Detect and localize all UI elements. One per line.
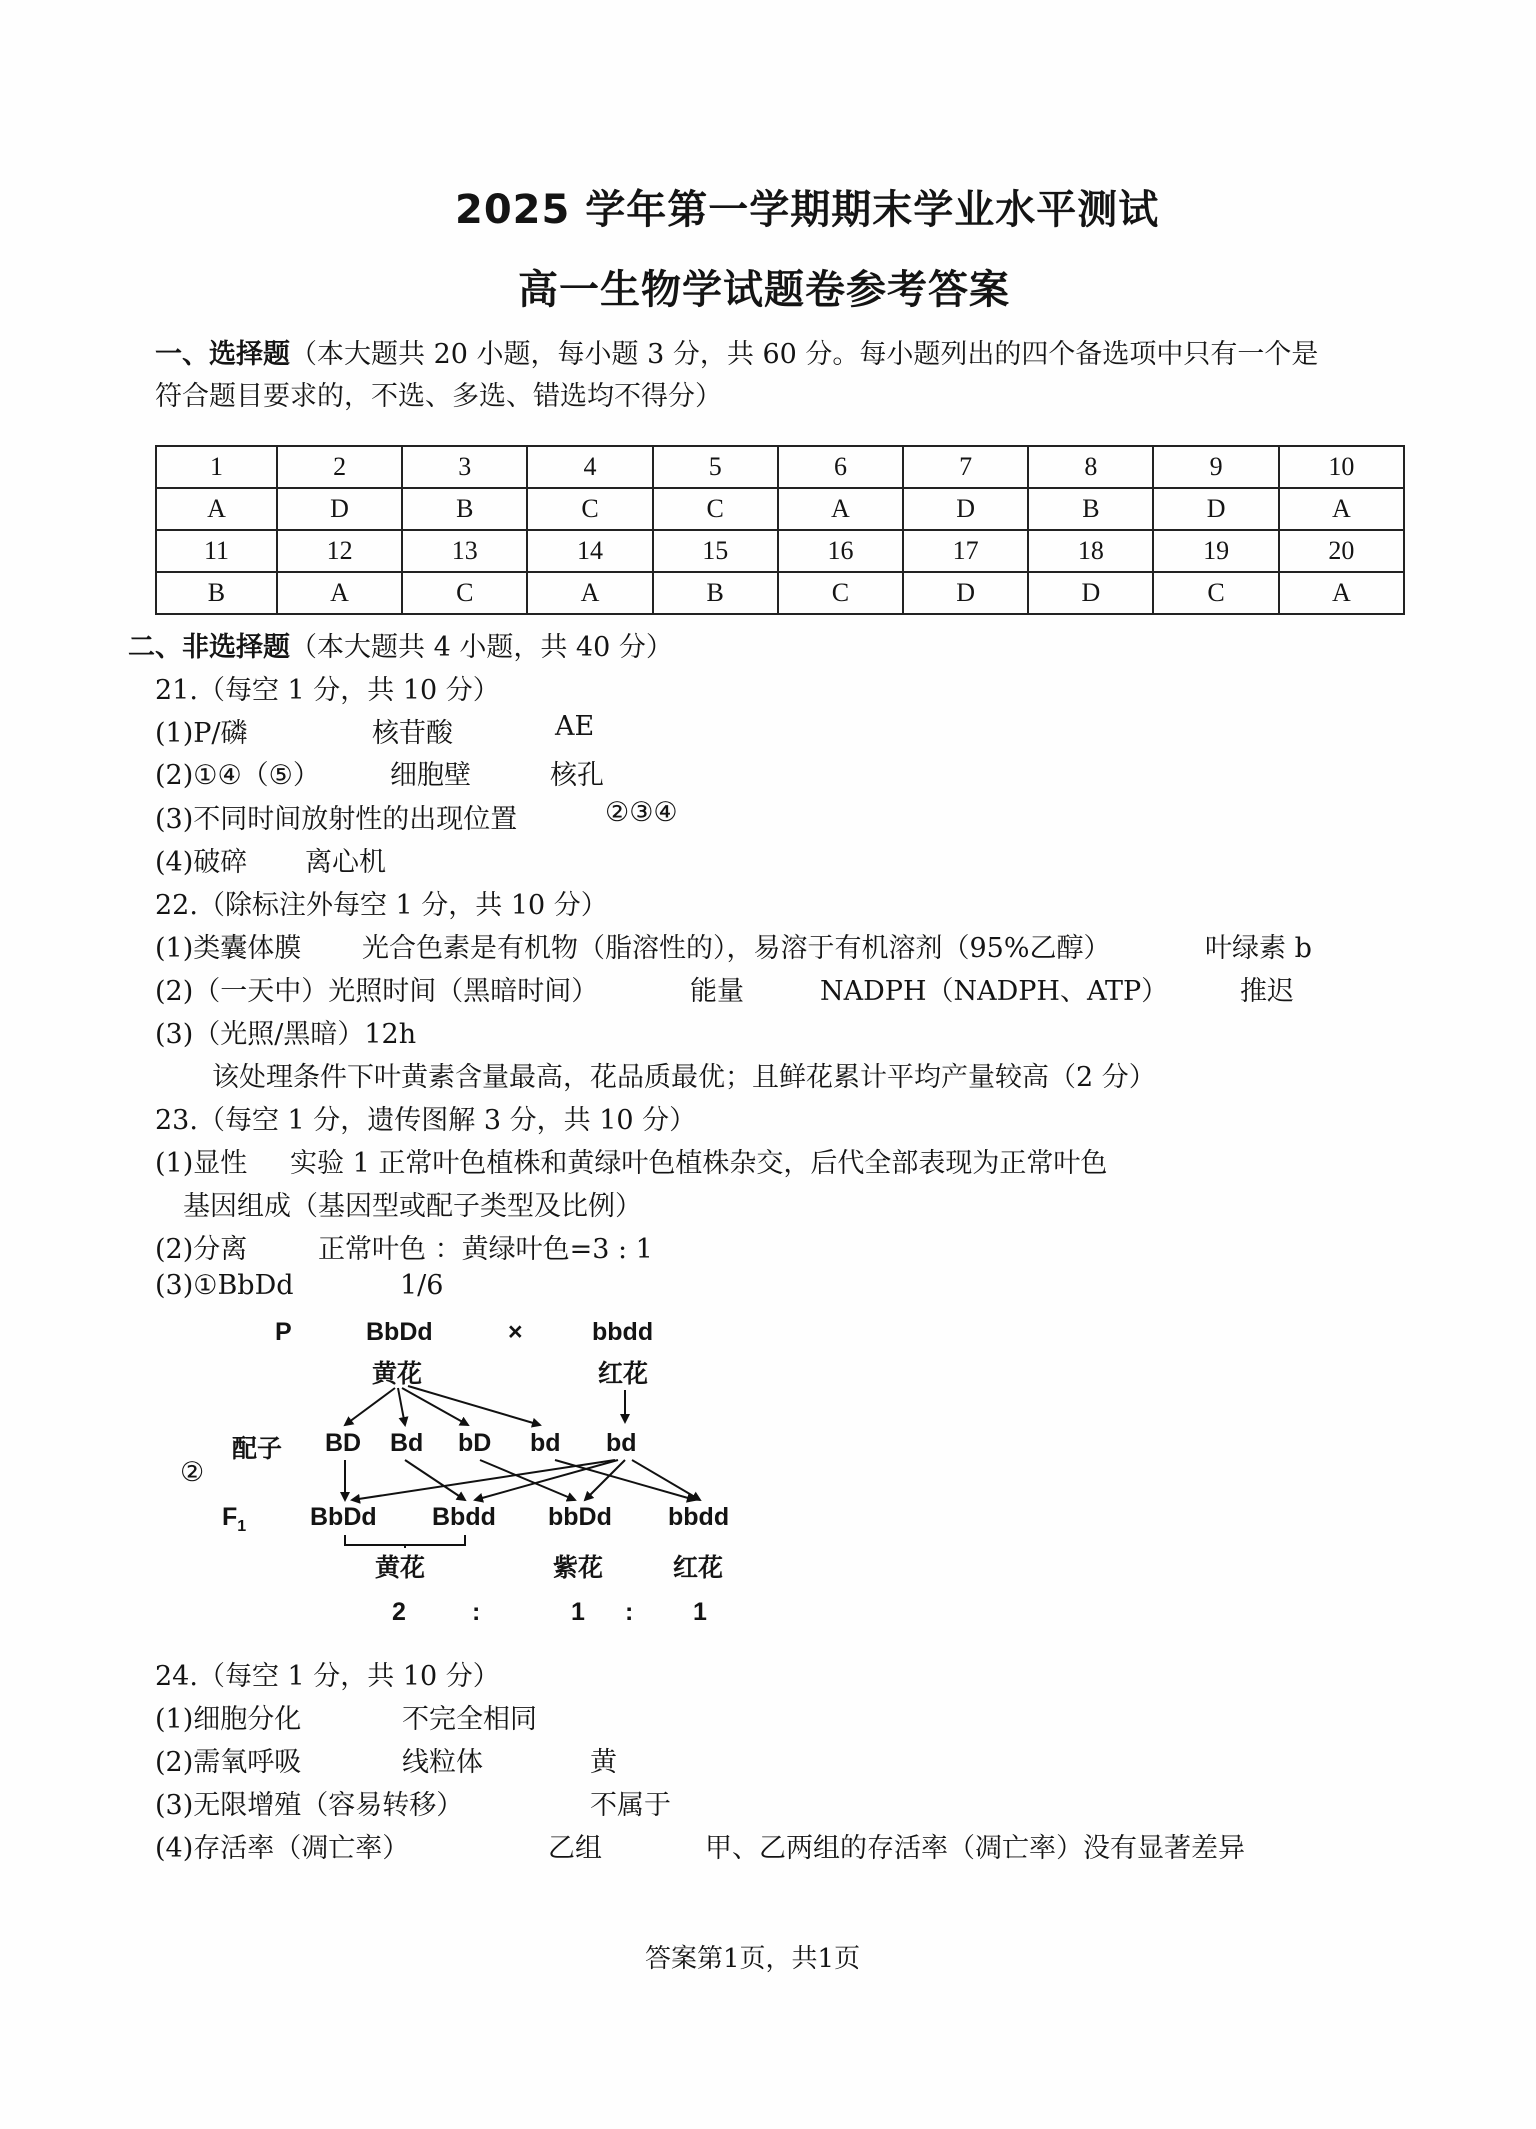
gamete-BD: BD — [325, 1429, 362, 1457]
q22-line3b: 该处理条件下叶黄素含量最高，花品质最优；且鲜花累计平均产量较高（2 分） — [212, 1062, 1156, 1093]
q22-line1c: 叶绿素 b — [1205, 933, 1312, 964]
q24-line4a: (4)存活率（凋亡率） — [155, 1833, 410, 1864]
ratio-colon-1: : — [472, 1598, 481, 1626]
q21-line2b: 细胞壁 — [390, 760, 471, 791]
arrow-p1-BD — [345, 1388, 395, 1425]
q21-line2a: (2)①④（⑤） — [155, 760, 320, 791]
title-line-2: 高一生物学试题卷参考答案 — [518, 267, 1010, 313]
answer-table-cell: A — [1279, 572, 1404, 614]
answer-table-cell: D — [277, 488, 402, 530]
gamete-bD: bD — [458, 1429, 492, 1457]
answer-table-cell: 16 — [778, 530, 903, 572]
gamete-Bd: Bd — [390, 1429, 424, 1457]
f1-label-text: F — [222, 1503, 238, 1531]
answer-table-cell: 18 — [1028, 530, 1153, 572]
answer-table-cell: 2 — [277, 446, 402, 488]
answer-table-cell: B — [156, 572, 277, 614]
f1-phenotype-red: 红花 — [673, 1553, 724, 1582]
answer-table-cell: 6 — [778, 446, 903, 488]
answer-table-cell: 5 — [653, 446, 778, 488]
section1-desc-b: 符合题目要求的，不选、多选、错选均不得分） — [155, 381, 722, 412]
q21-line1b: 核苷酸 — [372, 718, 453, 749]
parent1-phenotype: 黄花 — [372, 1359, 423, 1388]
q23-line2a: (2)分离 — [155, 1234, 248, 1265]
ratio-2: 2 — [392, 1598, 406, 1626]
q24-line2a: (2)需氧呼吸 — [155, 1747, 302, 1778]
q24-line4b: 乙组 — [548, 1833, 602, 1864]
q23-line3a: (3)①BbDd — [155, 1270, 294, 1301]
q21-line3a: (3)不同时间放射性的出现位置 — [155, 804, 518, 835]
q24-line3b: 不属于 — [590, 1790, 671, 1821]
q23-line1b: 实验 1 正常叶色植株和黄绿叶色植株杂交，后代全部表现为正常叶色 — [290, 1148, 1108, 1179]
arrow-bd2-bbDd — [585, 1460, 625, 1500]
q24-line3a: (3)无限增殖（容易转移） — [155, 1790, 464, 1821]
section2-desc: （本大题共 4 小题，共 40 分） — [290, 632, 673, 663]
f1-phenotype-purple: 紫花 — [553, 1553, 604, 1582]
answer-table-cell: 14 — [527, 530, 652, 572]
arrow-p1-Bd — [398, 1388, 405, 1425]
answer-table-cell: C — [653, 488, 778, 530]
answer-table-cell: 4 — [527, 446, 652, 488]
q22-line1a: (1)类囊体膜 — [155, 933, 302, 964]
q22-line2b: 能量 — [690, 976, 744, 1007]
answer-table-cell: 15 — [653, 530, 778, 572]
answer-table-cell: C — [778, 572, 903, 614]
q21-title: 21.（每空 1 分，共 10 分） — [155, 675, 500, 706]
q22-line2c: NADPH（NADPH、ATP） — [820, 976, 1169, 1007]
q24-title: 24.（每空 1 分，共 10 分） — [155, 1661, 500, 1692]
q23-line2b: 正常叶色 ：黄绿叶色=3 : 1 — [318, 1234, 653, 1265]
q23-title: 23.（每空 1 分，遗传图解 3 分，共 10 分） — [155, 1105, 697, 1136]
q22-line2d: 推迟 — [1240, 976, 1294, 1007]
q21-line2c: 核孔 — [550, 760, 604, 791]
q22-title: 22.（除标注外每空 1 分，共 10 分） — [155, 890, 608, 921]
q24-line1a: (1)细胞分化 — [155, 1704, 302, 1735]
answer-table-cell: D — [1028, 572, 1153, 614]
answer-table-cell: D — [903, 572, 1028, 614]
q22-line3a: (3)（光照/黑暗）12h — [155, 1019, 417, 1050]
parent2-phenotype: 红花 — [598, 1359, 649, 1388]
answer-table-cell: C — [1153, 572, 1278, 614]
q21-line4a: (4)破碎 — [155, 847, 248, 878]
parent2-genotype: bbdd — [592, 1318, 654, 1346]
answer-table-cell: B — [653, 572, 778, 614]
answer-table-cell: A — [527, 572, 652, 614]
page-footer: 答案第1页，共1页 — [645, 1944, 861, 1974]
title-line-1: 2025 学年第一学期期末学业水平测试 — [455, 187, 1160, 233]
answer-table-cell: A — [778, 488, 903, 530]
q23-line1a: (1)显性 — [155, 1148, 248, 1179]
q24-line4c: 甲、乙两组的存活率（凋亡率）没有显著差异 — [705, 1833, 1245, 1864]
arrow-Bd-Bbdd — [405, 1460, 465, 1500]
answer-table-cell: 12 — [277, 530, 402, 572]
diagram-p-label: P — [275, 1318, 292, 1346]
q24-line2c: 黄 — [590, 1747, 617, 1778]
q21-line1a: (1)P/磷 — [155, 718, 248, 749]
answer-table-cell: 9 — [1153, 446, 1278, 488]
ratio-1a: 1 — [571, 1598, 585, 1626]
f1-genotype-BbDd: BbDd — [310, 1503, 377, 1531]
f1-genotype-bbdd: bbdd — [668, 1503, 730, 1531]
q23-line3b: 1/6 — [400, 1270, 444, 1301]
arrow-p1-bd — [408, 1386, 540, 1425]
diagram-circled-num: ② — [180, 1457, 205, 1488]
answer-table-cell: C — [527, 488, 652, 530]
answer-table-cell: A — [1279, 488, 1404, 530]
q22-line1b: 光合色素是有机物（脂溶性的），易溶于有机溶剂（95%乙醇） — [362, 933, 1111, 964]
answer-table-cell: 8 — [1028, 446, 1153, 488]
f1-genotype-bbDd: bbDd — [548, 1503, 612, 1531]
f1-genotype-Bbdd: Bbdd — [432, 1503, 496, 1531]
section1-heading: 一、选择题 — [155, 339, 290, 370]
arrow-bd2-BbDd — [352, 1460, 615, 1500]
arrow-bd2-bbdd — [632, 1460, 700, 1500]
section1-desc-a: （本大题共 20 小题，每小题 3 分，共 60 分。每小题列出的四个备选项中只有一个是 — [290, 339, 1319, 370]
gamete-bd-1: bd — [530, 1429, 561, 1457]
f1-label-sub: 1 — [237, 1518, 247, 1535]
answer-table-cell: A — [277, 572, 402, 614]
gametes-label: 配子 — [232, 1434, 283, 1463]
answer-table-cell: 13 — [402, 530, 527, 572]
answer-table-cell: D — [1153, 488, 1278, 530]
answer-table-cell: D — [903, 488, 1028, 530]
q24-line1b: 不完全相同 — [402, 1704, 537, 1735]
ratio-1b: 1 — [693, 1598, 707, 1626]
section2-heading: 二、非选择题 — [128, 632, 290, 663]
answer-table-cell: B — [402, 488, 527, 530]
q24-line2b: 线粒体 — [402, 1747, 483, 1778]
ratio-colon-2: : — [625, 1598, 634, 1626]
answer-table-cell: 10 — [1279, 446, 1404, 488]
gamete-bd-2: bd — [606, 1429, 637, 1457]
answer-table-cell: B — [1028, 488, 1153, 530]
q22-line2a: (2)（一天中）光照时间（黑暗时间） — [155, 976, 599, 1007]
answer-table-cell: 17 — [903, 530, 1028, 572]
answer-table-cell: 20 — [1279, 530, 1404, 572]
answer-table-cell: 19 — [1153, 530, 1278, 572]
answer-table-cell: 7 — [903, 446, 1028, 488]
answer-table-cell: 11 — [156, 530, 277, 572]
cross-symbol: × — [508, 1318, 523, 1346]
answer-table-cell: A — [156, 488, 277, 530]
q21-line4b: 离心机 — [305, 847, 386, 878]
answer-table-cell: 3 — [402, 446, 527, 488]
q21-line3b: ②③④ — [605, 797, 678, 828]
bracket-yellow — [345, 1535, 465, 1548]
parent1-genotype: BbDd — [366, 1318, 433, 1346]
q21-line1c: AE — [555, 711, 595, 742]
answer-table-cell: 1 — [156, 446, 277, 488]
f1-phenotype-yellow: 黄花 — [375, 1553, 426, 1582]
q23-line1c: 基因组成（基因型或配子类型及比例） — [183, 1191, 642, 1222]
answer-table-cell: C — [402, 572, 527, 614]
